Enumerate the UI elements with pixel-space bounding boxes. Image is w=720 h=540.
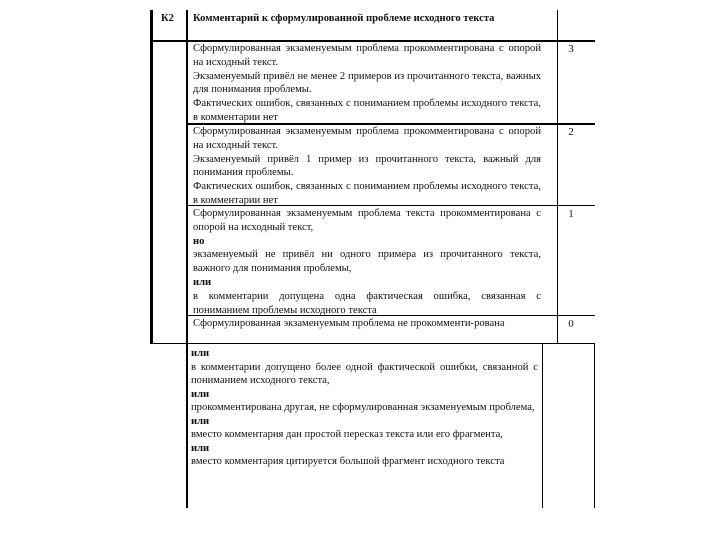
row-divider bbox=[150, 343, 595, 344]
paragraph: Экзаменуемый привёл 1 пример из прочитанного текста, важный для понимания проблемы. bbox=[193, 153, 541, 179]
paragraph-or: или bbox=[191, 442, 210, 454]
col-divider-2b bbox=[542, 343, 543, 508]
paragraph: Экзаменуемый привёл не менее 2 примеров из прочитанного текста, важных для понимания проблемы. bbox=[193, 70, 541, 96]
col-divider-2 bbox=[557, 10, 558, 343]
score-1: 1 bbox=[568, 208, 574, 220]
col-divider-1 bbox=[186, 10, 188, 508]
score-2: 2 bbox=[568, 126, 574, 138]
continuation-text bbox=[191, 347, 538, 469]
paragraph-or: или bbox=[191, 388, 210, 400]
table-right-border bbox=[594, 343, 595, 508]
paragraph-but: но bbox=[193, 235, 205, 247]
score-0: 0 bbox=[568, 318, 574, 330]
paragraph-or: или bbox=[193, 276, 212, 288]
paragraph: Сформулированная экзаменуемым проблема прокомментирована с опорой на исходный текст. bbox=[193, 43, 541, 68]
paragraph: прокомментирована другая, не сформулированная экзаменуемым проблема, bbox=[191, 402, 535, 413]
paragraph: в комментарии допущено более одной фактической ошибки, связанной с пониманием исходного текста, bbox=[191, 361, 538, 386]
criterion-title: Комментарий к сформулированной проблеме исходного текста bbox=[193, 13, 495, 24]
paragraph: в комментарии допущена одна фактическая ошибка, связанная с пониманием проблемы исходного текста bbox=[193, 290, 541, 316]
paragraph: Сформулированная экзаменуемым проблема текста прокомментирована с опорой на исходный текст, bbox=[193, 208, 541, 233]
paragraph-or: или bbox=[191, 348, 210, 359]
paragraph: Сформулированная экзаменуемым проблема прокомментирована с опорой на исходный текст. bbox=[193, 126, 541, 151]
paragraph: экзаменуемый не привёл ни одного примера из прочитанного текста, важного для понимания проблемы, bbox=[193, 249, 541, 275]
row-score-0-text bbox=[193, 317, 541, 331]
row-score-1-text bbox=[193, 207, 541, 317]
table-left-border bbox=[150, 10, 153, 344]
paragraph: Фактических ошибок, связанных с пониманием проблемы исходного текста, в комментарии нет bbox=[193, 98, 541, 123]
criterion-code: К2 bbox=[161, 13, 174, 24]
score-3: 3 bbox=[568, 43, 574, 55]
row-score-2-text bbox=[193, 125, 541, 208]
paragraph: вместо комментария дан простой пересказ текста или его фрагмента, bbox=[191, 429, 503, 440]
paragraph: Фактических ошибок, связанных с пониманием проблемы исходного текста, в комментарии нет bbox=[193, 181, 541, 206]
row-score-3-text bbox=[193, 42, 541, 125]
paragraph: Сформулированная экзаменуемым проблема не прокомменти-рована bbox=[193, 318, 505, 329]
paragraph: вместо комментария цитируется большой фрагмент исходного текста bbox=[191, 456, 505, 467]
paragraph-or: или bbox=[191, 415, 210, 427]
